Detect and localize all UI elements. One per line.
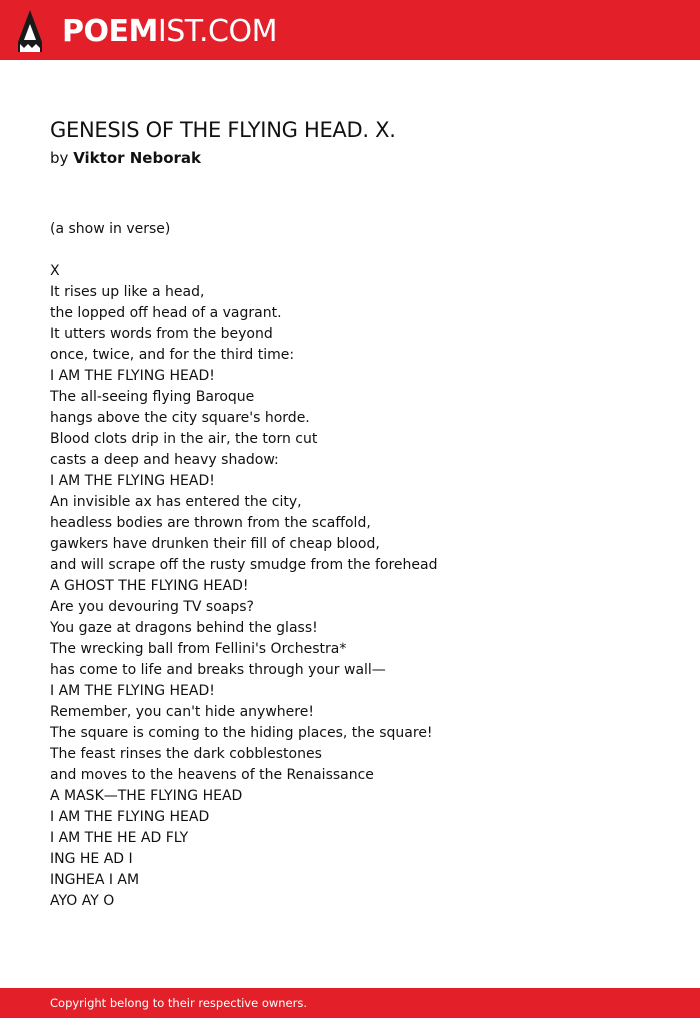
poem-line: and will scrape off the rusty smudge from the forehead (50, 557, 438, 573)
poem-line: AYO AY O (50, 893, 115, 909)
poem-line: hangs above the city square's horde. (50, 410, 310, 426)
poem-line: Blood clots drip in the air, the torn cut (50, 431, 318, 447)
poem-line: I AM THE FLYING HEAD! (50, 683, 215, 699)
poem-line: The square is coming to the hiding places, the square! (50, 725, 433, 741)
poem-title: GENESIS OF THE FLYING HEAD. X. (50, 118, 396, 142)
poem-line: The all-seeing flying Baroque (50, 389, 255, 405)
poem-line: (a show in verse) (50, 221, 171, 237)
poem-line: Are you devouring TV soaps? (50, 599, 254, 615)
poem-line: casts a deep and heavy shadow: (50, 452, 279, 468)
logo-text-bold: POEM (62, 13, 158, 49)
poem-line: You gaze at dragons behind the glass! (50, 620, 318, 636)
poem-line: The feast rinses the dark cobblestones (50, 746, 322, 762)
poem-line: I AM THE FLYING HEAD (50, 809, 210, 825)
poem-line: I AM THE FLYING HEAD! (50, 368, 215, 384)
copyright-text: Copyright belong to their respective owners. (50, 996, 308, 1010)
poem-line: I AM THE FLYING HEAD! (50, 473, 215, 489)
poem-line: the lopped off head of a vagrant. (50, 305, 282, 321)
site-footer (0, 988, 700, 1018)
poem-line: A GHOST THE FLYING HEAD! (50, 578, 249, 594)
poem-line: The wrecking ball from Fellini's Orchestra* (50, 641, 347, 657)
poem-line: gawkers have drunken their fill of cheap blood, (50, 536, 380, 552)
poem-line: and moves to the heavens of the Renaissance (50, 767, 374, 783)
poem-line: It utters words from the beyond (50, 326, 273, 342)
poem-line: ING HE AD I (50, 851, 133, 867)
author-link[interactable]: Viktor Neborak (73, 149, 202, 167)
site-header (0, 0, 700, 60)
site-logo[interactable] (18, 9, 277, 53)
poem-line: I AM THE HE AD FLY (50, 830, 189, 846)
poem-line: An invisible ax has entered the city, (50, 494, 302, 510)
poem-line: once, twice, and for the third time: (50, 347, 295, 363)
logo-wordmark (62, 14, 277, 49)
poem-line: INGHEA I AM (50, 872, 140, 888)
poem-body (50, 219, 670, 912)
poem-byline (50, 149, 201, 167)
poem-line: headless bodies are thrown from the scaffold, (50, 515, 371, 531)
poem-line: has come to life and breaks through your wall— (50, 662, 386, 678)
pencil-logo-icon (18, 10, 42, 52)
poem-line: X (50, 263, 60, 279)
stanza-break (50, 240, 670, 261)
poem-line: It rises up like a head, (50, 284, 205, 300)
byline-prefix: by (50, 149, 69, 167)
logo-text-light: IST.COM (157, 13, 277, 49)
poem-line: A MASK—THE FLYING HEAD (50, 788, 243, 804)
poem-line: Remember, you can't hide anywhere! (50, 704, 314, 720)
